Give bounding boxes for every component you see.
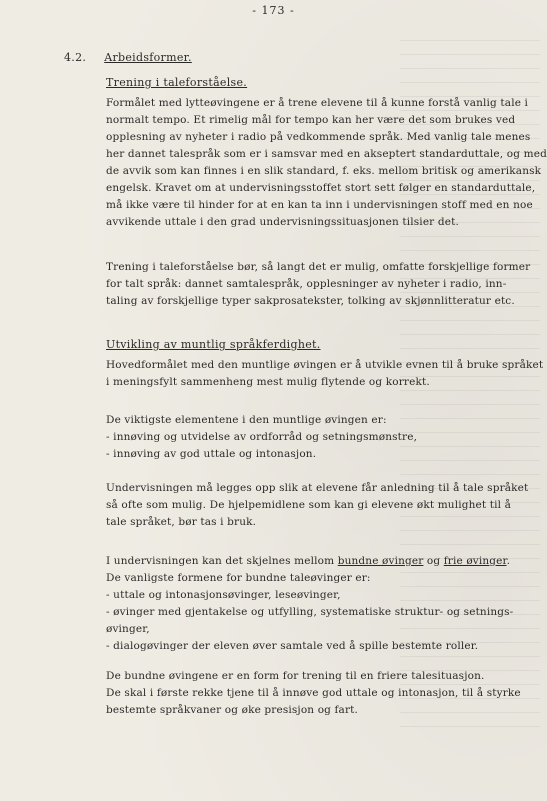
paragraph [106,668,538,719]
list-item: - øvinger med gjentakelse og utfylling, systematiske struktur- og setnings- [106,606,514,618]
text-line: i meningsfylt sammenheng mest mulig flytende og korrekt. [106,376,430,388]
text-line: tale språket, bør tas i bruk. [106,516,257,528]
list-item-continuation: øvinger, [106,623,150,635]
text-line: må ikke være til hinder for at en kan ta inn i undervisningen stoff med en noe [106,199,533,211]
text-line: De viktigste elementene i den muntlige øvingen er: [106,414,387,426]
text-line: De vanligste formene for bundne taleøvinger er: [106,572,371,584]
underlined-term: frie øvinger [443,555,507,567]
paragraph [106,480,538,531]
paragraph [106,357,544,391]
text-line: opplesning av nyheter i radio på vedkommende språk. Med vanlig tale menes [106,131,531,143]
text-line: Hovedformålet med den muntlige øvingen er å utvikle evnen til å bruke språket [106,359,544,371]
text-line: I undervisningen kan det skjelnes mellom bundne øvinger og frie øvinger. [106,555,511,567]
list-item: - uttale og intonasjonsøvinger, leseøvinger, [106,589,341,601]
text-line: taling av forskjellige typer sakprosatekster, tolking av skjønnlitteratur etc. [106,295,515,307]
text-line: her dannet talespråk som er i samsvar med en akseptert standarduttale, og med [106,148,547,160]
text-line: bestemte språkvaner og øke presisjon og fart. [106,704,358,716]
underlined-term: bundne øvinger [337,555,424,567]
section-title: Arbeidsformer. [104,51,192,64]
paragraph [106,259,538,310]
text-line: Undervisningen må legges opp slik at elevene får anledning til å tale språket [106,482,529,494]
text-line: de avvik som kan finnes i en slik standard, f. eks. mellom britisk og amerikansk [106,165,542,177]
list-paragraph [106,553,538,655]
list-item: - dialogøvinger der eleven øver samtale ved å spille bestemte roller. [106,640,479,652]
text-line: avvikende uttale i den grad undervisningssituasjonen tilsier det. [106,216,459,228]
text-line: så ofte som mulig. De hjelpemidlene som kan gi elevene økt mulighet til å [106,499,512,511]
subsection-heading-listening: Trening i taleforståelse. [106,76,248,89]
text-line: Trening i taleforståelse bør, så langt det er mulig, omfatte forskjellige former [106,261,531,273]
section-number: 4.2. [64,51,87,64]
list-item: - innøving av god uttale og intonasjon. [106,448,317,460]
text-line: De bundne øvingene er en form for trening til en friere talesituasjon. [106,670,485,682]
list-item: - innøving og utvidelse av ordforråd og setningsmønstre, [106,431,418,443]
page-number: - 173 - [252,4,295,17]
text-line: Formålet med lytteøvingene er å trene elevene til å kunne forstå vanlig tale i [106,97,529,109]
section-heading [64,51,192,64]
text-line: De skal i første rekke tjene til å innøve god uttale og intonasjon, til å styrke [106,687,521,699]
text-line: for talt språk: dannet samtalespråk, opplesninger av nyheter i radio, inn- [106,278,507,290]
subsection-heading-speaking: Utvikling av muntlig språkferdighet. [106,338,321,351]
paragraph [106,95,547,231]
list-paragraph [106,412,538,463]
text-line: engelsk. Kravet om at undervisningsstoffet stort sett følger en standarduttale, [106,182,536,194]
text-line: normalt tempo. Et rimelig mål for tempo kan her være det som brukes ved [106,114,516,126]
